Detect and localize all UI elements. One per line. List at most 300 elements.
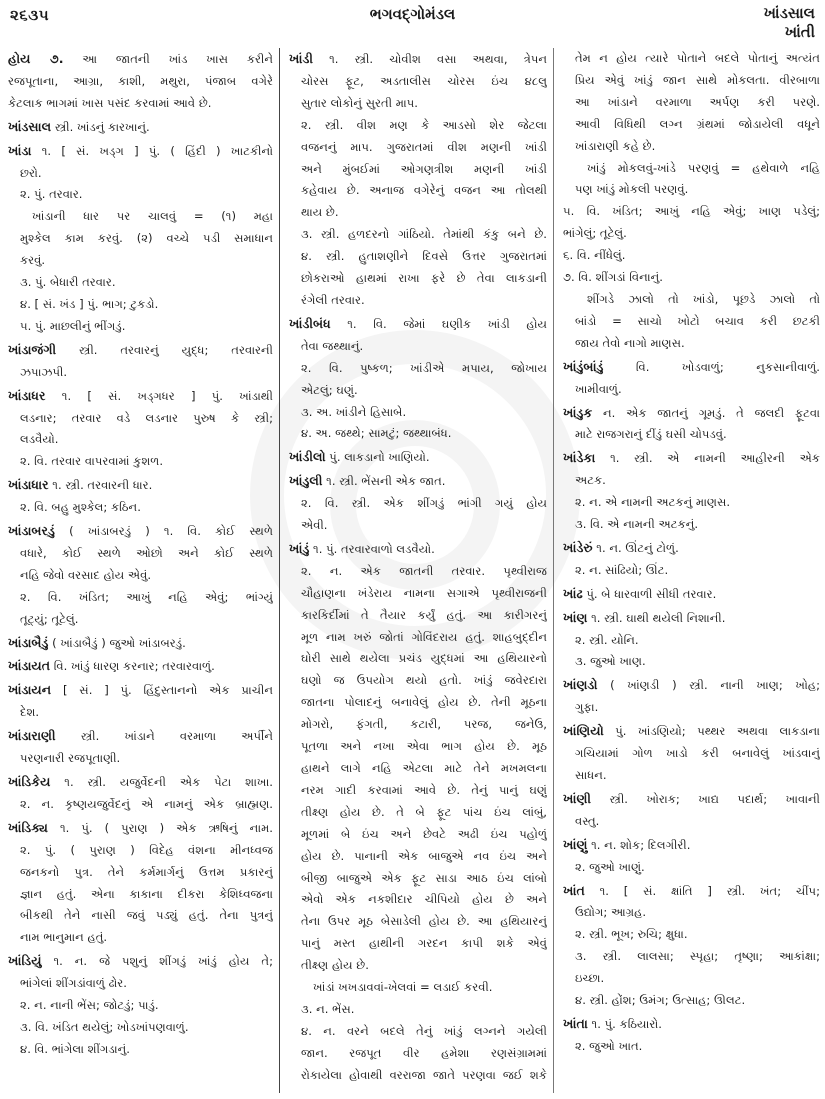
dictionary-entry: [563, 674, 820, 719]
definition-text: જનકનો પુત્ર. તેને કર્મમાર્ગનું ઉત્તમ પ્રકારનું: [20, 864, 273, 879]
definition-text: ચોરસ ફૂટ, અડતાલીસ ચોરસ ઇંચ ૪૮લુ: [301, 73, 547, 88]
entry-line: [563, 245, 820, 267]
entry-line: [8, 794, 273, 816]
definition-text: હાથને લાગે નહિ એટલા માટે તેને મખમલના: [301, 761, 547, 775]
entry-line: [8, 702, 273, 724]
definition-text: ૨. ન. કૃષ્ણયજુર્વેદનું એ નામનું એક બ્રાહ્મણ.: [20, 796, 273, 811]
entry-line: [563, 834, 820, 857]
definition-text: એવી.: [301, 518, 328, 533]
definition-text: ૨. સ્ત્રી. વીશ મણ કે આડસો શેર જેટલા: [301, 117, 547, 132]
entry-line: [289, 561, 547, 583]
entry-line: [8, 725, 273, 748]
definition-text: ભાંગેલું; તૂટેલું.: [563, 226, 627, 241]
definition-text: ૧. પું. કઠિયારો.: [587, 1016, 662, 1031]
definition-text: ૩. સ્ત્રી. હળદરનો ગાંઠિયો. તેમાંથી કંકુ બને છે.: [301, 227, 547, 242]
entry-line: [563, 1013, 820, 1036]
definition-text: ૪. ન. વરને બદલે તેનું ખાંડું લગ્નને ગયેલી: [301, 1023, 547, 1038]
headword: ખાંડાધાર: [8, 477, 49, 493]
entry-line: [289, 692, 547, 714]
definition-text: જાય તેવો નાગો માણસ.: [575, 335, 685, 350]
definition-text: ૧. સ્ત્રી. તરવારની ધાર.: [48, 478, 153, 493]
definition-text: ૨. ન. નાની ભેંસ; જોટડું; પાડું.: [20, 998, 159, 1013]
entry-line: [563, 311, 820, 333]
definition-text: ૧. સ્ત્રી. ચોવીશ વસા અથવા, ત્રેપન: [312, 52, 547, 66]
entry-line: [563, 946, 820, 968]
headword: ખાંડીબંધ: [289, 315, 331, 331]
definition-text: ૧. પું. તરવારવાળો લડવૈયો.: [309, 541, 435, 556]
definition-text: ૪. સ્ત્રી. હોંશ; ઉમંગ; ઉત્સાહ; ઊલટ.: [575, 993, 746, 1008]
entry-line: [8, 973, 273, 995]
entry-line: [289, 736, 547, 758]
entry-line: [289, 268, 547, 290]
definition-text: ઇચ્છા.: [575, 971, 605, 986]
definition-text: વધારે, કોઈ સ્થળે ઓછો અને કોઈ સ્થળે: [20, 545, 273, 560]
definition-text: રજપૂતાના, આગ્રા, કાશી, મથુરા, પંજાબ વગેરે: [8, 73, 273, 88]
definition-text: અટક.: [575, 473, 606, 488]
definition-text: પાનું મસ્ત હાથીની ગરદન કાપી શકે એવું: [301, 936, 547, 951]
dictionary-entry: [289, 48, 547, 312]
entry-line: [289, 224, 547, 246]
entry-line: [289, 780, 547, 802]
entry-line: [289, 202, 547, 224]
headword: ખાંત: [563, 882, 585, 898]
definition-text: ઉદ્યોગ; આગ્રહ.: [575, 905, 647, 920]
definition-text: તૂટ્યું; તૂટેલું.: [20, 611, 79, 626]
definition-text: નરમ ગાદી કરવામાં આવે છે. તેનું પાનું ઘણું: [301, 782, 547, 797]
entry-line: [8, 679, 273, 702]
dictionary-entry: [563, 880, 820, 1012]
definition-text: ૫. વિ. ખંડિત; આખું નહિ એવું; ખાણ પડેલું;: [563, 204, 820, 219]
entry-line: [563, 1036, 820, 1058]
dictionary-entry: [8, 474, 273, 519]
entry-line: [289, 380, 547, 402]
entry-line: [289, 538, 547, 561]
headword: ખાંડેકા: [563, 450, 596, 466]
column-1: [8, 48, 280, 1093]
column-2: [280, 48, 554, 1093]
entry-line: [8, 429, 273, 451]
entry-line: [289, 955, 547, 977]
dictionary-entry: [563, 834, 820, 879]
definition-text: ન. એક જાતનું ગૂમડું. તે જલદી ફૂટવા: [592, 405, 820, 420]
definition-text: ગુફા.: [575, 700, 599, 715]
entry-line: [289, 977, 547, 999]
entry-line: [563, 136, 820, 158]
entry-line: [289, 93, 547, 115]
definition-text: આ ખાંડાને વરમાળા અર્પણ કરી પરણે.: [575, 94, 820, 109]
definition-text: નહિ જેવો વરસાદ હોય એવું.: [20, 567, 152, 582]
definition-text: ઘોરી સાથે થયેલા પ્રચંડ યુદ્ધમાં આ હથિયારનો: [301, 651, 547, 666]
entry-line: [289, 868, 547, 890]
entry-line: [563, 379, 820, 401]
headword: ખાંડાબૈડું: [8, 634, 49, 650]
definition-text: બાંડો = સાચો ખોટો બચાવ કરી છટકી: [575, 313, 820, 328]
entry-line: [289, 180, 547, 202]
entry-line: [8, 609, 273, 631]
entry-line: [563, 424, 820, 446]
definition-text: બીકથી તેને નાસી જવું પડ્યું હતું. તેના પુત્રનું: [20, 908, 273, 923]
entry-line: [8, 272, 273, 294]
headword: ખાંડી: [289, 51, 313, 66]
dictionary-entry: [563, 537, 820, 582]
entry-line: [563, 48, 820, 70]
entry-line: [563, 968, 820, 990]
headword: ખાંણડો: [563, 677, 598, 693]
dictionary-entry: [8, 771, 273, 816]
entry-line: [563, 447, 820, 470]
entry-line: [289, 1043, 547, 1065]
headword: ખાંડું: [289, 540, 310, 556]
definition-text: ૪. [ સં. ખંડ ] પું. ભાગ; ટુકડો.: [20, 296, 159, 311]
headword: ખાંડાયન: [8, 682, 52, 698]
definition-text: પું. લાકડાનો ખાણિયો.: [325, 450, 430, 465]
dictionary-entry: [563, 1013, 820, 1058]
definition-text: સુતાર લોકોનું સુરતી માપ.: [301, 95, 418, 110]
entry-line: [8, 71, 273, 93]
definition-text: ૨. સ્ત્રી. યોનિ.: [575, 632, 639, 647]
entry-line: [563, 70, 820, 92]
definition-text: મોગરો, ફંગતી, કટારી, પરજ, જનેઉ,: [301, 717, 547, 732]
dictionary-entry: [563, 720, 820, 787]
entry-line: [289, 999, 547, 1021]
definition-text: ૨. વિ. ખંડિત; આખું નહિ એવું; ભાંગ્યું: [20, 589, 273, 604]
entry-line: [8, 48, 273, 71]
definition-text: ૧. ન. શોક; દિલગીરી.: [587, 837, 691, 852]
definition-text: ૨. પું. તરવાર.: [20, 187, 83, 202]
definition-text: વિ. ખાંડું ધારણ કરનાર; તરવારવાળું.: [50, 659, 215, 674]
definition-text: ૩. જુઓ ખાણ.: [575, 654, 646, 669]
entry-line: [563, 470, 820, 492]
headword: ખાંણી: [563, 790, 592, 806]
entry-line: [8, 1017, 273, 1039]
dictionary-entry: [563, 788, 820, 833]
dictionary-entry: [8, 679, 273, 724]
entry-line: [8, 565, 273, 587]
entry-line: [289, 493, 547, 515]
definition-text: ઝપાઝપી.: [20, 364, 68, 379]
headword: ખાંડિયું: [8, 953, 42, 969]
entry-line: [289, 48, 547, 71]
entry-line: [8, 316, 273, 338]
definition-text: જ્ઞાન હતું. એના કાકાના દીકરા કેશિધ્વજના: [20, 886, 273, 901]
definition-text: સ્ત્રી. ખોરાક; ખાદ્ય પદાર્થ; ખાવાની: [591, 791, 820, 806]
running-title: ભગવદ્ગોમંડલ: [369, 5, 456, 23]
definition-text: કરવું.: [20, 253, 46, 268]
headword: ખાંડાજંગી: [8, 341, 57, 357]
definition-text: ખાંડારાણી કહે છે.: [575, 138, 656, 153]
dictionary-entry: [563, 48, 820, 355]
entry-line: [289, 423, 547, 445]
dictionary-entry: [563, 356, 820, 401]
definition-text: સ્ત્રી. તરવારનું યુદ્ધ; તરવારની: [56, 342, 273, 357]
definition-text: ખામીવાળું.: [575, 381, 622, 396]
entry-line: [8, 840, 273, 862]
entry-line: [563, 674, 820, 697]
entry-line: [8, 995, 273, 1017]
entry-line: [289, 583, 547, 605]
entry-line: [289, 889, 547, 911]
definition-text: તેમ ન હોય ત્યારે પોતાને બદલે પોતાનું અત્યંત: [575, 51, 820, 65]
definition-text: માટે રાજગરાનું દીંડું ઘસી ચોપડવું.: [575, 427, 727, 442]
dictionary-entry: [8, 339, 273, 384]
entry-line: [563, 223, 820, 245]
dictionary-entry: [8, 725, 273, 770]
definition-text: જાન. રજપૂત વીર હમેશા રણસંગ્રામમાં: [301, 1045, 547, 1060]
entry-line: [563, 267, 820, 289]
definition-text: તેના ઉપર મૂઠ બેસાડેલી હોય છે. આ હથિયારનું: [301, 914, 547, 929]
definition-text: ૩. અ. ખાંડીને હિસાબે.: [301, 404, 407, 419]
definition-text: થાય છે.: [301, 205, 339, 220]
headword: હોય ૭.: [8, 51, 64, 66]
definition-text: ૧. સ્ત્રી. એ નામની આહીરની એક: [595, 451, 820, 466]
entry-line: [289, 159, 547, 181]
headword: ખાંણું: [563, 836, 588, 852]
definition-text: તીક્ષ્ણ હોય છે.: [301, 958, 369, 973]
entry-line: [8, 748, 273, 770]
definition-text: જાતના પોલાદનું બનાવેલું હોય છે. તેની મૂઠના: [301, 695, 547, 710]
entry-line: [8, 474, 273, 497]
definition-text: છોકરાઓ હાથમાં રાખા ફરે છે તેવા લાકડાની: [301, 271, 547, 286]
headword: ખાંણિયો: [563, 723, 604, 739]
entry-line: [563, 492, 820, 514]
definition-text: ૧. [ સં. ખડ્ગધર ] પું. ખાંડાથી: [45, 388, 273, 403]
entry-line: [289, 670, 547, 692]
page-number: ૨૬૩૫: [10, 6, 50, 24]
guide-word-first: ખાંડસાલ: [763, 4, 815, 22]
entry-line: [8, 587, 273, 609]
entry-line: [289, 824, 547, 846]
definition-text: ૨. વિ. પુષ્કળ; ખાંડીએ મપાય, જોખાય: [301, 360, 547, 375]
dictionary-entry: [8, 655, 273, 678]
headword: ખાંડિક્ય: [8, 819, 48, 835]
column-3: [554, 48, 820, 1093]
entry-line: [563, 697, 820, 719]
entry-line: [8, 632, 273, 655]
definition-text: મૂળ નામ ખરું જોતાં ગોવિંદરાય હતું. શાહબુદ્દીન: [301, 629, 547, 644]
definition-text: સાધન.: [575, 768, 607, 782]
entry-line: [289, 714, 547, 736]
entry-line: [563, 811, 820, 833]
headword: ખાંડુલી: [289, 473, 323, 489]
headword: ખાંડુક: [563, 404, 593, 420]
definition-text: લડનાર; તરવાર વડે લડનાર પુરુષ કે સ્ત્રી;: [20, 410, 273, 425]
guide-words: [764, 4, 815, 42]
definition-text: દેશ.: [20, 705, 40, 720]
entry-line: [289, 115, 547, 137]
definition-text: કેટલાક ભાગમાં ખાસ પસંદ કરવામાં આવે છે.: [8, 95, 212, 110]
entry-line: [563, 158, 820, 180]
entry-line: [8, 771, 273, 794]
definition-text: આ જાતની ખાંડ ખાસ કરીને: [63, 52, 273, 66]
entry-line: [8, 140, 273, 163]
definition-text: ૨. વિ. બહુ મુશ્કેલ; કઠિન.: [20, 500, 141, 515]
definition-text: ઘણો જ ઉપયોગ થયો હતો. ખાંડું જવેરદારા: [301, 673, 547, 688]
definition-text: વિ. ખોડવાળું; નુકસાનીવાળું.: [603, 359, 820, 374]
entry-line: [563, 201, 820, 223]
definition-text: ૩. વિ. એ નામની અટકનું.: [575, 517, 699, 532]
headword: ખાંડાબરડું: [8, 523, 55, 539]
entry-line: [289, 1065, 547, 1087]
entry-line: [289, 290, 547, 312]
entry-line: [563, 333, 820, 355]
definition-text: રંગેલી તરવાર.: [301, 292, 365, 307]
entry-line: [563, 788, 820, 811]
definition-text: ૧. [ સં. ખડ્ગ ] પું. ( હિંદી ) ખાટકીનો: [31, 143, 273, 158]
definition-text: મૂળમાં બે ઇંચ અને છેવટે અઢી ઇંચ પહોળું: [301, 826, 547, 841]
headword: ખાંડા: [8, 142, 32, 158]
entry-line: [8, 543, 273, 565]
entry-line: [8, 1039, 273, 1061]
dictionary-entry: [8, 116, 273, 139]
dictionary-entry: [8, 632, 273, 655]
entry-line: [289, 246, 547, 268]
definition-text: ભાંગેલાં શીંગડાંવાળું ઢોર.: [20, 976, 127, 991]
entry-line: [563, 289, 820, 311]
headword: ખાંઢ: [563, 585, 583, 601]
dictionary-entry: [563, 607, 820, 674]
definition-text: ૨. જુઓ ખાત.: [575, 1038, 643, 1053]
definition-text: ૨. જુઓ ખાણું.: [575, 859, 645, 874]
entry-line: [8, 884, 273, 906]
entry-line: [8, 817, 273, 840]
entry-line: [289, 336, 547, 358]
entry-line: [563, 880, 820, 903]
dictionary-entry: [289, 313, 547, 445]
dictionary-entry: [8, 817, 273, 949]
definition-text: પ્રિય એવું ખાંડું જાન સાથે મોકલતા. વીરબાળા: [575, 72, 820, 87]
entry-line: [8, 294, 273, 316]
entry-line: [563, 179, 820, 201]
definition-text: ૪. વિ. ભાંગેલા શીંગડાનું.: [20, 1041, 130, 1056]
entry-line: [8, 339, 273, 362]
entry-line: [289, 648, 547, 670]
definition-text: પૂતળા અને નખા એવા ભાગ હોય છે. મૂઠ: [301, 739, 547, 754]
entry-line: [563, 607, 820, 630]
definition-text: ( ખાંડાબૈડું ) જુઓ ખાંડાબરડું.: [48, 635, 186, 650]
definition-text: ખાંડાં ખખડાવવાં-ખેલવાં = લડાઈ કરવી.: [313, 980, 493, 995]
entry-line: [289, 802, 547, 824]
headword: ખાંણ: [563, 609, 588, 625]
headword: ખાંતા: [563, 1015, 588, 1031]
entry-line: [289, 911, 547, 933]
headword: ખાંડસાલ: [8, 118, 52, 134]
definition-text: ૨. પું. ( પુરાણ ) વિદેહ વંશના મીનધ્વજ: [20, 842, 273, 857]
entry-line: [289, 137, 547, 159]
definition-text: ૩. પું. બેધારી તરવાર.: [20, 275, 116, 290]
definition-text: સ્ત્રી. ખાંડનું કારખાનું.: [51, 119, 150, 134]
definition-text: આવી વિધિથી લગ્ન ગ્રંથમાં જોડાયેલી વધૂને: [575, 116, 820, 131]
headword: ખાંડાધર: [8, 387, 46, 403]
headword: ખાંડિકેય: [8, 774, 51, 789]
dictionary-entry: [8, 950, 273, 1061]
definition-text: નામ ભાનુમાન હતું.: [20, 930, 108, 945]
definition-text: ૪. અ. જથ્થે; સામટું; જથ્થાબંધ.: [301, 426, 452, 441]
definition-text: પણ ખાંડું મોકલી પરણવું.: [575, 182, 689, 197]
entry-line: [8, 228, 273, 250]
dictionary-columns: [8, 48, 820, 1093]
entry-line: [8, 862, 273, 884]
entry-line: [289, 358, 547, 380]
definition-text: ૧. સ્ત્રી. યજુર્વેદની એક પેટા શાખા.: [50, 775, 273, 789]
definition-text: મુશ્કેલ કામ કરવું. (૨) વચ્ચે પડી સમાધાન: [20, 231, 273, 246]
entry-line: [563, 583, 820, 606]
definition-text: ૨. ન. એ નામની અટકનું માણસ.: [575, 495, 731, 510]
definition-text: ૨. સ્ત્રી. ભૂખ; રુચિ; ક્ષુધા.: [575, 927, 688, 942]
dictionary-entry: [8, 48, 273, 115]
definition-text: ૫. પું. માછલીનું ભીંગડું.: [20, 318, 126, 333]
definition-text: ૩. સ્ત્રી. લાલસા; સ્પૃહા; તૃષ્ણા; આકાંક્ષા;: [575, 949, 820, 964]
entry-line: [563, 537, 820, 560]
definition-text: ૩. વિ. ખંડિત થયેલું; ખોડખાંપણવાળું.: [20, 1019, 189, 1034]
entry-line: [563, 857, 820, 879]
definition-text: ૨. ન. સાંઢિયો; ઊંટ.: [575, 562, 669, 577]
definition-text: તેવા જથ્થાનું.: [301, 338, 364, 353]
entry-line: [289, 71, 547, 93]
headword: ખાંડુંબાંડું: [563, 358, 604, 374]
entry-line: [563, 92, 820, 114]
definition-text: છરો.: [20, 165, 42, 180]
dictionary-entry: [563, 583, 820, 606]
definition-text: એટલું; ઘણું.: [301, 382, 358, 397]
entry-line: [289, 846, 547, 868]
entry-line: [8, 497, 273, 519]
entry-line: [563, 720, 820, 743]
headword: ખાંડારાણી: [8, 728, 56, 744]
dictionary-entry: [289, 470, 547, 537]
entry-line: [289, 627, 547, 649]
definition-text: ૩. ન. ભેંસ.: [301, 1001, 355, 1016]
entry-line: [289, 515, 547, 537]
entry-line: [289, 758, 547, 780]
entry-line: [8, 362, 273, 384]
entry-line: [289, 605, 547, 627]
dictionary-entry: [8, 520, 273, 631]
entry-line: [563, 630, 820, 652]
entry-line: [289, 402, 547, 424]
entry-line: [563, 114, 820, 136]
entry-line: [563, 765, 820, 787]
definition-text: ૧. સ્ત્રી. ઘાથી થયેલી નિશાની.: [587, 610, 726, 625]
entry-line: [8, 385, 273, 408]
definition-text: [ સં. ] પું. હિંદુસ્તાનનો એક પ્રાચીન: [51, 683, 273, 698]
definition-text: ૪. સ્ત્રી. હુતાશણીને દિવસે ઉત્તર ગુજરાતમાં: [301, 249, 547, 264]
entry-line: [289, 933, 547, 955]
entry-line: [289, 446, 547, 469]
dictionary-entry: [8, 385, 273, 474]
definition-text: ચૌહાણના ખંડેરાય નામના સગાએ પૃથ્વીરાજની: [301, 585, 547, 600]
definition-text: ૨. ન. એક જાતની તરવાર. પૃથ્વીરાજ: [301, 563, 547, 578]
entry-line: [563, 902, 820, 924]
dictionary-entry: [8, 140, 273, 338]
definition-text: ૧. ન. જે પશુનું શીંગડું ખાંડું હોય તે;: [41, 954, 273, 969]
entry-line: [8, 950, 273, 973]
entry-line: [563, 514, 820, 536]
definition-text: તીક્ષ્ણ હોય છે. તે બે ફૂટ પાંચ ઇંચ લાંબું,: [301, 804, 547, 819]
definition-text: કહેવાય છે. અનાજ વગેરેનું વજન આ તોલથી: [301, 183, 547, 198]
definition-text: લડવૈયો.: [20, 432, 59, 447]
page-header: [0, 0, 825, 46]
headword: ખાંડીલો: [289, 449, 326, 465]
definition-text: ગચિયામાં ગોળ ખાડો કરી બનાવેલું ખાંડવાનું: [575, 746, 820, 761]
entry-line: [563, 990, 820, 1012]
definition-text: હોય છે. પાનાની એક બાજુએ નવ ઇંચ અને: [301, 848, 547, 863]
entry-line: [8, 655, 273, 678]
entry-line: [563, 402, 820, 425]
headword: ખાંડેરું: [563, 539, 593, 555]
definition-text: ૭. વિ. શીંગડાં વિનાનું.: [563, 270, 663, 285]
entry-line: [289, 313, 547, 336]
headword: ખાંડાયત: [8, 658, 51, 674]
